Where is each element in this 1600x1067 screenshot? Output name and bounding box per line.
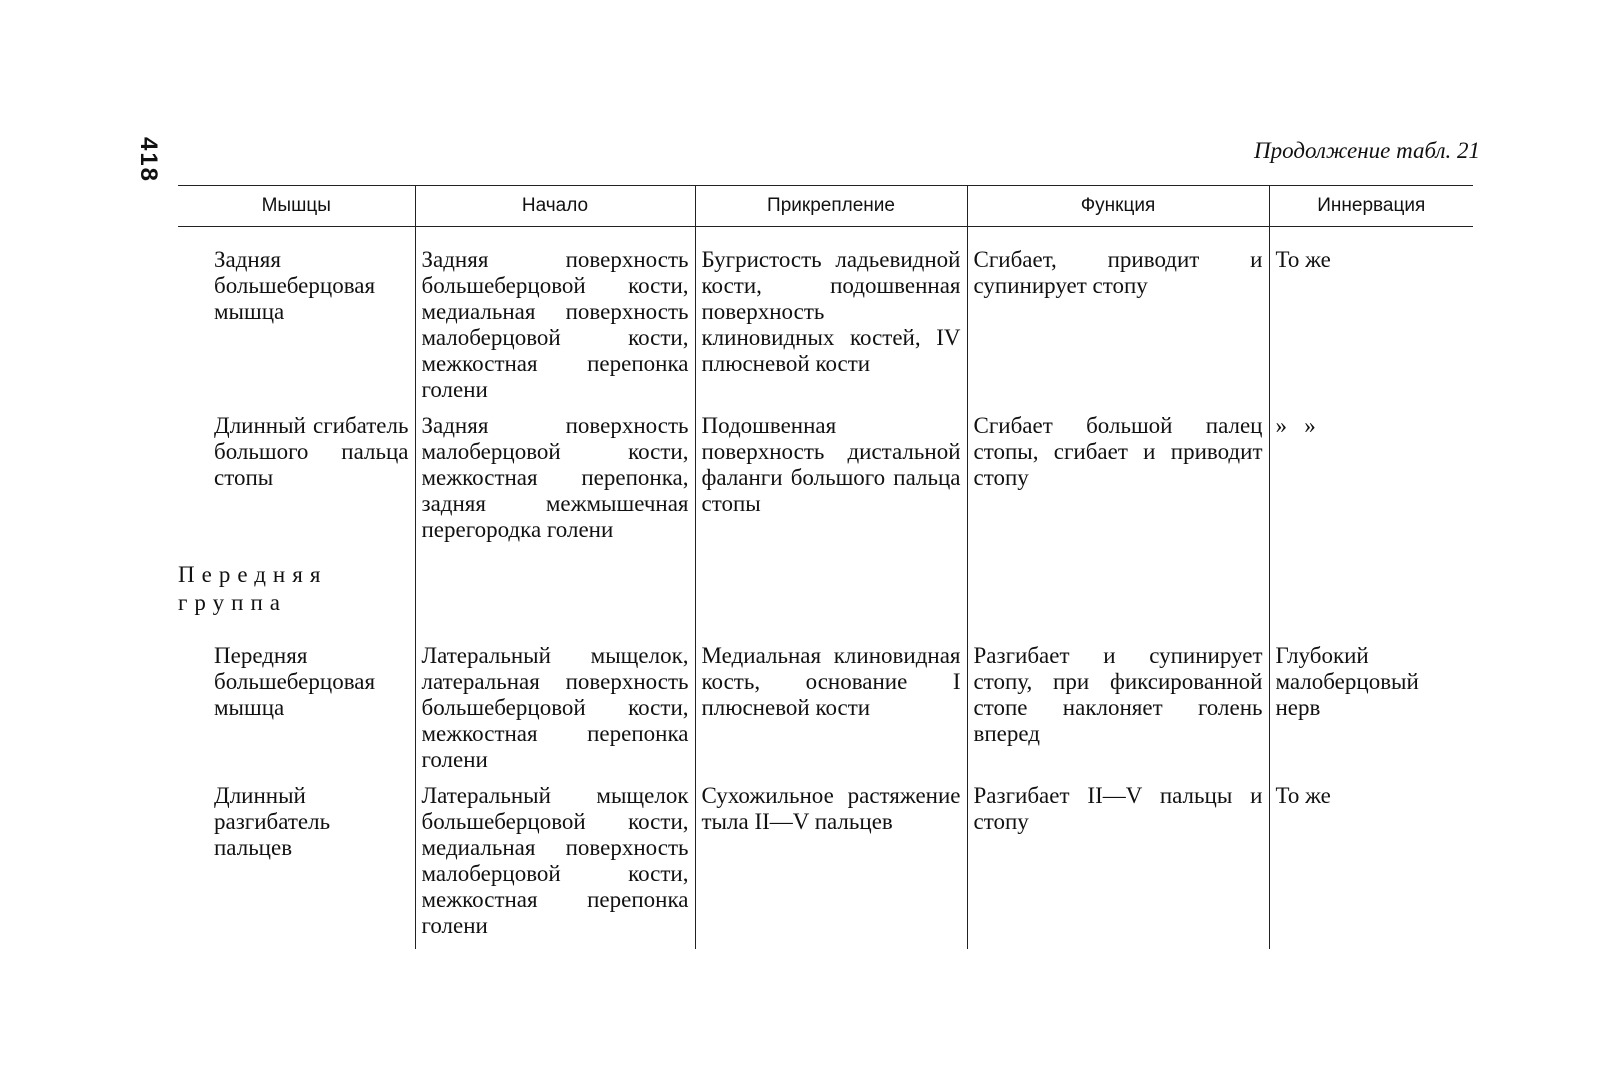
cell-origin: Задняя поверхность малоберцовой кости, межкостная перепонка, задняя межмышечная перегородка голени [415, 413, 695, 553]
table-row [178, 413, 1473, 553]
header-insertion: Прикрепление [695, 186, 967, 227]
page-number: 418 [135, 136, 162, 184]
cell-insertion: Медиальная клиновидная кость, основание I плюсневой кости [695, 643, 967, 783]
cell-innervation: » » [1269, 413, 1473, 553]
header-origin: Начало [415, 186, 695, 227]
table-row [178, 783, 1473, 949]
spacer-row [178, 227, 1473, 248]
cell-function: Разгибает и супинирует стопу, при фиксированной стопе наклоняет голень вперед [967, 643, 1269, 783]
cell-muscle: Задняя большеберцовая мышца [214, 247, 376, 324]
cell-origin: Латеральный мыщелок большеберцовой кости, медиальная поверхность малоберцовой кости, межкостная перепонка голени [415, 783, 695, 949]
cell-function: Сгибает, приводит и супинирует стопу [967, 247, 1269, 413]
group-row [178, 553, 1473, 643]
cell-insertion: Сухожильное растяжение тыла II—V пальцев [695, 783, 967, 949]
cell-innervation: Глубокий малоберцовый нерв [1269, 643, 1473, 783]
muscle-table [178, 185, 1473, 949]
cell-origin: Латеральный мыщелок, латеральная поверхность большеберцовой кости, межкостная перепонка голени [415, 643, 695, 783]
table-row [178, 643, 1473, 783]
cell-origin: Задняя поверхность большеберцовой кости, медиальная поверхность малоберцовой кости, межкостная перепонка голени [415, 247, 695, 413]
header-row [178, 186, 1473, 227]
header-function: Функция [967, 186, 1269, 227]
table-body [178, 227, 1473, 950]
header-innervation: Иннервация [1269, 186, 1473, 227]
table-row [178, 247, 1473, 413]
table-caption: Продолжение табл. 21 [1254, 138, 1480, 163]
cell-innervation: То же [1269, 247, 1473, 413]
group-label: Передняя группа [178, 562, 328, 615]
cell-insertion: Подошвенная поверхность дистальной фаланги большого пальца стопы [695, 413, 967, 553]
cell-muscle: Длинный разгибатель пальцев [214, 783, 331, 860]
cell-muscle: Передняя большеберцовая мышца [214, 643, 376, 720]
cell-muscle: Длинный сгибатель большого пальца стопы [214, 413, 409, 490]
cell-function: Разгибает II—V пальцы и стопу [967, 783, 1269, 949]
cell-function: Сгибает большой палец стопы, сгибает и приводит стопу [967, 413, 1269, 553]
cell-innervation: То же [1269, 783, 1473, 949]
cell-insertion: Бугристость ладьевидной кости, подошвенная поверхность клиновидных костей, IV плюсневой кости [695, 247, 967, 413]
header-muscle: Мышцы [178, 186, 415, 227]
table-header [178, 186, 1473, 227]
